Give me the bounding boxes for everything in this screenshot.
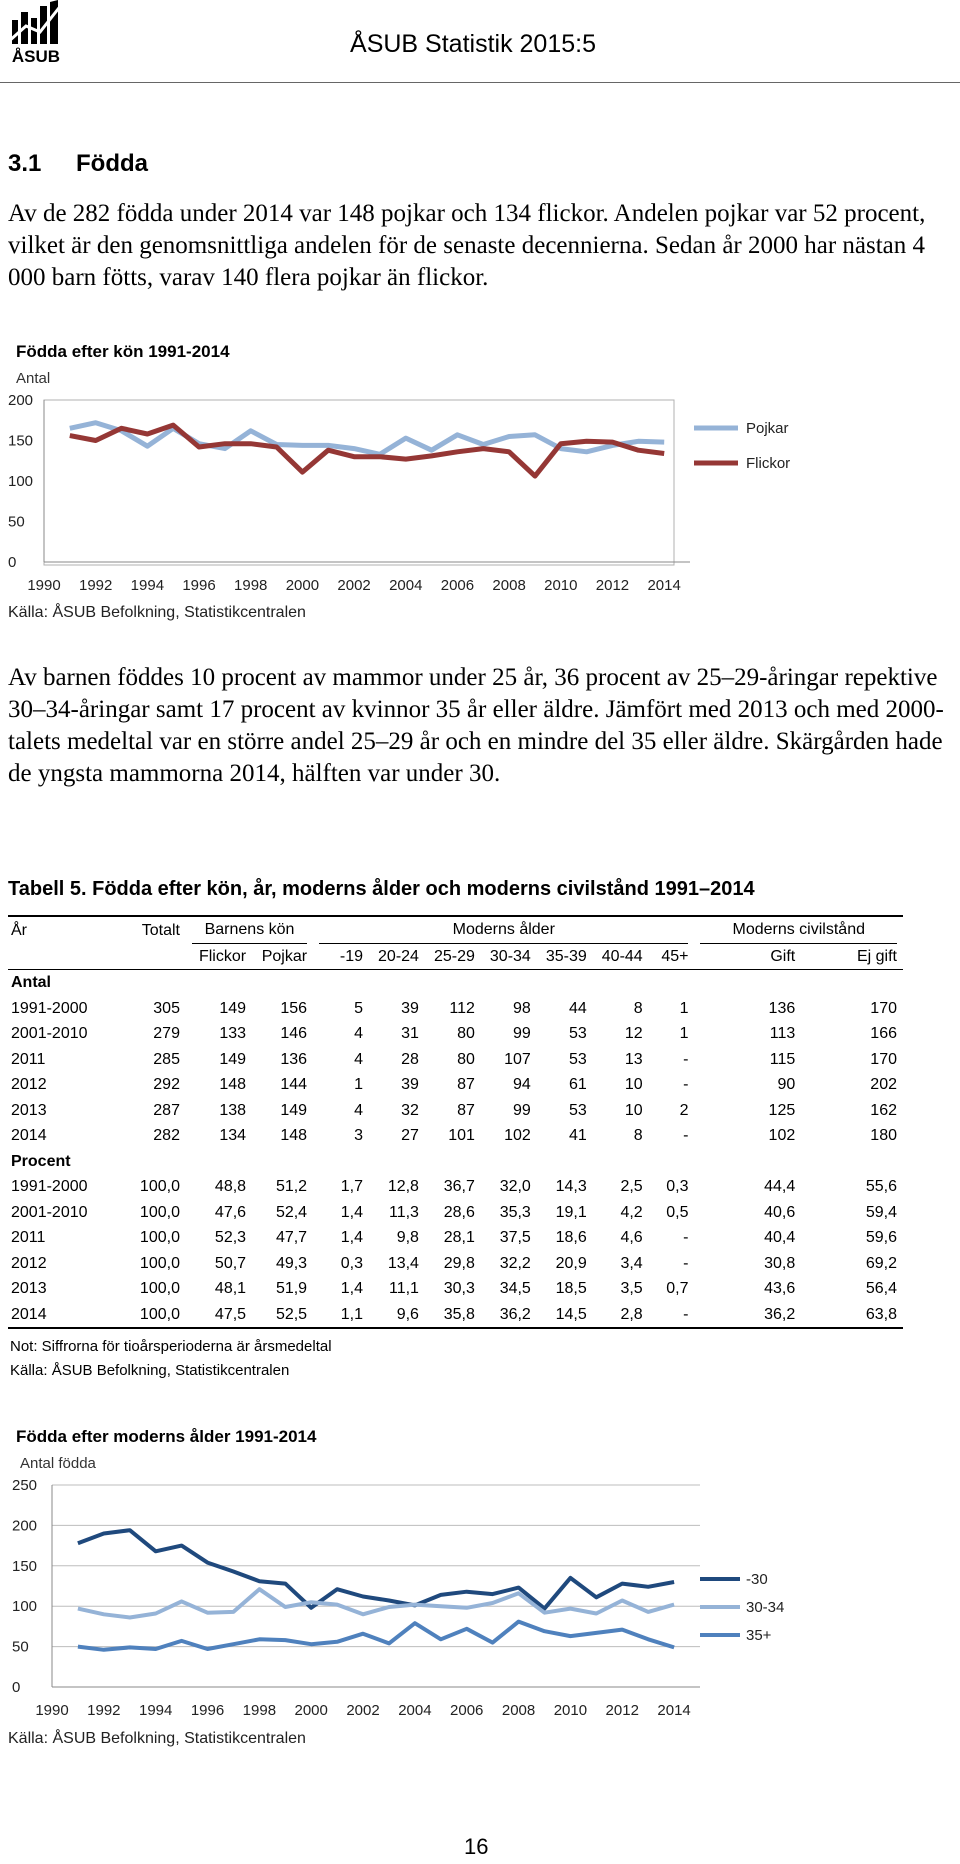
x-tick-label: 2004 bbox=[389, 577, 423, 594]
table-cell: 292 bbox=[153, 1076, 180, 1093]
table-cell: 32 bbox=[401, 1101, 419, 1119]
table-cell: 14,3 bbox=[555, 1178, 587, 1195]
chart2-source: Källa: ÅSUB Befolkning, Statistikcentralen bbox=[8, 1730, 306, 1747]
table-cell: 144 bbox=[280, 1076, 308, 1093]
row-label: 2011 bbox=[11, 1050, 46, 1068]
table-cell: 133 bbox=[219, 1025, 247, 1042]
subheader-cell: Flickor bbox=[186, 944, 252, 970]
table-cell: 146 bbox=[280, 1025, 308, 1042]
table-subheader-row bbox=[8, 944, 903, 970]
table-cell: - bbox=[649, 1302, 695, 1329]
table-cell: 100,0 bbox=[139, 1254, 180, 1272]
table-row bbox=[8, 1098, 903, 1124]
table-row bbox=[8, 1251, 903, 1277]
table-cell: 100,0 bbox=[139, 1203, 180, 1221]
table-cell: 44,4 bbox=[764, 1178, 796, 1195]
table-cell: 80 bbox=[457, 1025, 475, 1042]
table-cell: 1 bbox=[354, 1076, 364, 1093]
table-cell: 44 bbox=[568, 999, 587, 1017]
x-tick-label: 1992 bbox=[87, 1702, 121, 1719]
table-cell: 115 bbox=[769, 1050, 796, 1068]
table-cell: 19,1 bbox=[555, 1203, 587, 1221]
table-cell: 94 bbox=[513, 1076, 531, 1093]
table-cell: 5 bbox=[354, 999, 364, 1017]
table-row bbox=[8, 1302, 903, 1329]
table-cell: 100,0 bbox=[139, 1280, 180, 1297]
x-tick-label: 2012 bbox=[605, 1702, 639, 1719]
table-cell: 3,5 bbox=[620, 1280, 643, 1297]
row-label: 2013 bbox=[11, 1101, 47, 1119]
header-divider bbox=[0, 82, 960, 83]
x-tick-label: 2014 bbox=[647, 577, 681, 594]
x-tick-label: 1992 bbox=[78, 577, 113, 594]
subheader-cell: 25-29 bbox=[425, 944, 481, 970]
table-cell: 50,7 bbox=[214, 1254, 247, 1272]
table-cell: 29,8 bbox=[443, 1254, 475, 1272]
page-number: 16 bbox=[464, 1834, 489, 1859]
table-cell: 36,2 bbox=[694, 1302, 801, 1329]
table-cell: 10 bbox=[624, 1076, 643, 1093]
x-tick-label: 2010 bbox=[544, 577, 578, 594]
x-tick-label: 2002 bbox=[337, 577, 371, 594]
table-cell: 30,3 bbox=[443, 1280, 475, 1297]
table-cell: - bbox=[683, 1229, 689, 1246]
legend-label: 30-34 bbox=[746, 1599, 785, 1616]
table-cell: 0,3 bbox=[340, 1254, 364, 1272]
table-cell: 0,7 bbox=[666, 1280, 689, 1297]
table-cell: 4 bbox=[354, 1101, 364, 1119]
table-cell: 9,8 bbox=[396, 1229, 419, 1246]
x-tick-label: 1994 bbox=[130, 577, 165, 594]
table-cell: 11,1 bbox=[389, 1280, 419, 1297]
table-cell: 30,8 bbox=[764, 1254, 796, 1272]
series-line-30-34 bbox=[78, 1589, 674, 1617]
chart1-legend bbox=[690, 412, 940, 492]
y-tick-label: 50 bbox=[12, 1638, 29, 1656]
table-note: Not: Siffrorna för tioårsperioderna är årsmedeltal bbox=[10, 1338, 332, 1355]
chart2-ylabel: Antal födda bbox=[20, 1455, 96, 1472]
table-cell: 0,3 bbox=[666, 1178, 689, 1195]
chart-frame bbox=[44, 400, 674, 565]
x-tick-label: 2014 bbox=[657, 1702, 691, 1719]
table-cell: 40,4 bbox=[764, 1229, 796, 1246]
chart1-source: Källa: ÅSUB Befolkning, Statistikcentralen bbox=[8, 604, 306, 621]
table-row bbox=[8, 1200, 903, 1226]
x-tick-label: 1998 bbox=[242, 1702, 277, 1719]
chart1-ylabel: Antal bbox=[16, 370, 51, 387]
table-cell: 102 bbox=[768, 1127, 796, 1144]
table-cell: 27 bbox=[401, 1127, 419, 1144]
x-tick-label: 1990 bbox=[27, 577, 61, 594]
table-row bbox=[8, 1174, 903, 1200]
table-cell: 2,5 bbox=[620, 1178, 643, 1195]
table-cell: 125 bbox=[768, 1101, 796, 1119]
header-title: ÅSUB Statistik 2015:5 bbox=[350, 30, 596, 58]
mothers-age-paragraph: Av barnen föddes 10 procent av mammor under 25 år, 36 procent av 25–29-åringar repektive 30–34-åringar samt 17 procent av kvinnor 35 år eller äldre. Jämfört med 2013 och med 2000-talets medeltal var en större andel 25–29 år och en mindre del 35 eller äldre. Skärgården hade de yngsta mammorna 2014, hälften var under 30. bbox=[8, 664, 944, 787]
y-tick-label: 100 bbox=[8, 473, 34, 490]
table-cell: 14,5 bbox=[537, 1302, 593, 1329]
table-cell: 18,6 bbox=[555, 1229, 587, 1246]
section-title: Födda bbox=[76, 150, 148, 177]
table-cell: 31 bbox=[401, 1025, 419, 1042]
y-tick-label: 0 bbox=[12, 1679, 21, 1696]
table-cell: 1,4 bbox=[340, 1280, 364, 1297]
table-cell: - bbox=[683, 1127, 689, 1144]
series-line-35+ bbox=[78, 1622, 674, 1650]
table-cell: 56,4 bbox=[865, 1280, 897, 1297]
table-cell: 100,0 bbox=[139, 1178, 180, 1195]
row-label: 1991-2000 bbox=[11, 999, 88, 1017]
table-cell: 59,4 bbox=[865, 1203, 897, 1221]
table-cell: 1 bbox=[679, 1025, 689, 1042]
y-tick-label: 100 bbox=[12, 1598, 38, 1616]
table-cell: 35,8 bbox=[425, 1302, 481, 1329]
table-cell: 149 bbox=[219, 999, 247, 1017]
subheader-cell: 30-34 bbox=[481, 944, 537, 970]
table-cell: 52,4 bbox=[275, 1203, 308, 1221]
table-row bbox=[8, 1021, 903, 1047]
table-cell: 166 bbox=[870, 1025, 897, 1042]
table-cell: 43,6 bbox=[764, 1280, 796, 1297]
x-tick-label: 1996 bbox=[190, 1702, 225, 1719]
table-cell: 100,0 bbox=[105, 1302, 186, 1329]
table-cell: 149 bbox=[280, 1101, 308, 1119]
x-tick-label: 2000 bbox=[294, 1702, 328, 1719]
table-cell: 305 bbox=[153, 999, 180, 1017]
row-label: 2012 bbox=[11, 1076, 47, 1093]
table-cell: 138 bbox=[219, 1101, 247, 1119]
chart2-births-by-mother-age bbox=[0, 1475, 860, 1725]
table-caption: Tabell 5. Födda efter kön, år, moderns ålder och moderns civilstånd 1991–2014 bbox=[8, 878, 755, 900]
table-cell: 61 bbox=[568, 1076, 587, 1093]
table-cell: 53 bbox=[568, 1101, 587, 1119]
table-group-label: Procent bbox=[11, 1152, 71, 1170]
table-cell: 10 bbox=[624, 1101, 643, 1119]
row-label: 2014 bbox=[11, 1127, 47, 1144]
table-cell: 4,6 bbox=[620, 1229, 643, 1246]
table-cell: 99 bbox=[513, 1025, 531, 1042]
table-cell: 149 bbox=[219, 1050, 247, 1068]
table-cell: 36,2 bbox=[481, 1302, 537, 1329]
table-cell: 162 bbox=[870, 1101, 897, 1119]
table-cell: 2 bbox=[679, 1101, 689, 1119]
table-cell: 102 bbox=[504, 1127, 531, 1144]
table-cell: 51,9 bbox=[275, 1280, 308, 1297]
table-cell: 3,4 bbox=[620, 1254, 643, 1272]
table-cell: - bbox=[683, 1076, 689, 1093]
row-label: 2011 bbox=[11, 1229, 46, 1246]
table-cell: 55,6 bbox=[865, 1178, 897, 1195]
table-cell: 4,2 bbox=[620, 1203, 643, 1221]
table-cell: 48,8 bbox=[214, 1178, 247, 1195]
section-number: 3.1 bbox=[8, 150, 42, 177]
x-tick-label: 1994 bbox=[138, 1702, 173, 1719]
table-cell: 53 bbox=[568, 1025, 587, 1042]
row-label: 2014 bbox=[8, 1302, 105, 1329]
table-row bbox=[8, 1225, 903, 1251]
table-cell: 49,3 bbox=[275, 1254, 308, 1272]
table-source: Källa: ÅSUB Befolkning, Statistikcentralen bbox=[10, 1362, 290, 1379]
header-sex: Barnens kön bbox=[192, 917, 307, 944]
table-cell: 1,7 bbox=[340, 1178, 364, 1195]
table-cell: 69,2 bbox=[865, 1254, 897, 1272]
x-tick-label: 2004 bbox=[398, 1702, 432, 1719]
table-cell: 52,5 bbox=[252, 1302, 313, 1329]
table-cell: 47,7 bbox=[275, 1229, 308, 1246]
legend-label: -30 bbox=[746, 1571, 768, 1588]
subheader-cell: Ej gift bbox=[801, 944, 903, 970]
table-cell: 136 bbox=[280, 1050, 308, 1068]
table-cell: 28 bbox=[401, 1050, 419, 1068]
table-cell: 48,1 bbox=[214, 1280, 247, 1297]
header-year: År bbox=[8, 916, 105, 944]
table-cell: 28,1 bbox=[443, 1229, 475, 1246]
header-civil-status: Moderns civilstånd bbox=[700, 917, 897, 944]
table-cell: 59,6 bbox=[865, 1229, 897, 1246]
table-cell: 1,1 bbox=[313, 1302, 369, 1329]
table-cell: 202 bbox=[870, 1076, 897, 1093]
table-cell: 18,5 bbox=[555, 1280, 587, 1297]
table-cell: 2,8 bbox=[593, 1302, 649, 1329]
table-cell: 3 bbox=[354, 1127, 364, 1144]
x-tick-label: 1990 bbox=[35, 1702, 69, 1719]
subheader-cell: 20-24 bbox=[369, 944, 425, 970]
table-cell: 80 bbox=[457, 1050, 475, 1068]
subheader-cell: Pojkar bbox=[252, 944, 313, 970]
row-label: 2001-2010 bbox=[11, 1203, 88, 1221]
table-cell: 100,0 bbox=[139, 1229, 180, 1246]
row-label: 2013 bbox=[11, 1280, 47, 1297]
subheader-cell: -19 bbox=[313, 944, 369, 970]
table-cell: 113 bbox=[769, 1025, 796, 1042]
legend-label: Flickor bbox=[746, 455, 791, 472]
table-cell: 136 bbox=[768, 999, 796, 1017]
table-cell: 51,2 bbox=[275, 1178, 308, 1195]
table-cell: 87 bbox=[457, 1076, 475, 1093]
table-cell: 37,5 bbox=[499, 1229, 531, 1246]
table-cell: 1 bbox=[679, 999, 689, 1017]
table-cell: 107 bbox=[504, 1050, 531, 1068]
subheader-cell: 35-39 bbox=[537, 944, 593, 970]
chart1-births-by-sex bbox=[0, 385, 700, 595]
table-cell: 1,4 bbox=[340, 1203, 364, 1221]
table-group-label: Antal bbox=[11, 974, 51, 991]
table-cell: 148 bbox=[219, 1076, 247, 1093]
table-cell: 12 bbox=[624, 1025, 643, 1042]
table-cell: 63,8 bbox=[801, 1302, 903, 1329]
x-tick-label: 2000 bbox=[285, 577, 320, 594]
logo-text: ÅSUB bbox=[11, 47, 61, 64]
legend-label: 35+ bbox=[746, 1627, 772, 1644]
table-cell: 47,5 bbox=[186, 1302, 252, 1329]
x-tick-label: 2006 bbox=[440, 577, 475, 594]
series-line--30 bbox=[78, 1530, 674, 1608]
table-cell: 98 bbox=[513, 999, 531, 1017]
table-cell: 1,4 bbox=[340, 1229, 364, 1246]
asub-logo bbox=[6, 0, 66, 64]
table-cell: 156 bbox=[280, 999, 308, 1017]
table-cell: 8 bbox=[633, 999, 643, 1017]
table-cell: 279 bbox=[153, 1025, 180, 1042]
y-tick-label: 200 bbox=[12, 1517, 38, 1535]
table-cell: 39 bbox=[401, 999, 419, 1017]
table-cell: 180 bbox=[870, 1127, 897, 1144]
table-cell: 40,6 bbox=[764, 1203, 796, 1221]
row-label: 2001-2010 bbox=[11, 1025, 88, 1042]
table-cell: 9,6 bbox=[369, 1302, 425, 1329]
table-cell: 39 bbox=[401, 1076, 419, 1093]
legend-label: Pojkar bbox=[746, 420, 789, 437]
table-cell: 13,4 bbox=[387, 1254, 419, 1272]
table-cell: 32,0 bbox=[499, 1178, 531, 1195]
y-tick-label: 50 bbox=[8, 513, 25, 531]
x-tick-label: 2010 bbox=[553, 1702, 588, 1719]
intro-paragraph: Av de 282 födda under 2014 var 148 pojkar och 134 flickor. Andelen pojkar var 52 procent, vilket är den genomsnittliga andelen för de senaste decennierna. Sedan år 2000 har nästan 4 000 barn fötts, varav 140 flera pojkar än flickor. bbox=[8, 200, 926, 291]
table-cell: 12,8 bbox=[387, 1178, 419, 1195]
table-cell: 87 bbox=[457, 1101, 475, 1119]
row-label: 1991-2000 bbox=[11, 1178, 88, 1195]
header-total: Totalt bbox=[105, 916, 186, 944]
table-cell: 4 bbox=[354, 1025, 364, 1042]
table-cell: 47,6 bbox=[214, 1203, 247, 1221]
chart1-title: Födda efter kön 1991-2014 bbox=[16, 342, 230, 361]
table-cell: 0,5 bbox=[666, 1203, 689, 1221]
table-row bbox=[8, 996, 903, 1022]
table-cell: 101 bbox=[448, 1127, 475, 1144]
row-label: 2012 bbox=[11, 1254, 47, 1272]
y-tick-label: 0 bbox=[8, 554, 17, 571]
births-table bbox=[8, 915, 903, 1329]
table-cell: 41 bbox=[568, 1127, 587, 1144]
table-cell: 8 bbox=[633, 1127, 643, 1144]
table-cell: - bbox=[683, 1254, 689, 1272]
x-tick-label: 2008 bbox=[492, 577, 526, 594]
x-tick-label: 2006 bbox=[450, 1702, 484, 1719]
y-tick-label: 250 bbox=[12, 1477, 38, 1494]
table-cell: 287 bbox=[153, 1101, 180, 1119]
table-cell: 148 bbox=[280, 1127, 308, 1144]
table-cell: 282 bbox=[153, 1127, 180, 1144]
table-row bbox=[8, 1276, 903, 1302]
table-cell: 28,6 bbox=[443, 1203, 475, 1221]
table-cell: 285 bbox=[153, 1050, 180, 1068]
table-cell: 11,3 bbox=[389, 1203, 419, 1221]
table-cell: 36,7 bbox=[443, 1178, 475, 1195]
x-tick-label: 1996 bbox=[182, 577, 216, 594]
table-cell: 13 bbox=[624, 1050, 643, 1068]
table-cell: 170 bbox=[870, 1050, 897, 1068]
table-cell: 134 bbox=[219, 1127, 247, 1144]
chart2-title: Födda efter moderns ålder 1991-2014 bbox=[16, 1427, 317, 1446]
table-cell: 34,5 bbox=[499, 1280, 531, 1297]
table-cell: 170 bbox=[870, 999, 897, 1017]
table-cell: 99 bbox=[513, 1101, 531, 1119]
table-cell: 4 bbox=[354, 1050, 364, 1068]
x-tick-label: 2002 bbox=[346, 1702, 380, 1719]
subheader-cell: 45+ bbox=[649, 944, 695, 970]
table-cell: 90 bbox=[777, 1076, 796, 1093]
y-tick-label: 150 bbox=[12, 1557, 38, 1575]
table-cell: 53 bbox=[568, 1050, 587, 1068]
subheader-cell: 40-44 bbox=[593, 944, 649, 970]
y-tick-label: 200 bbox=[8, 392, 34, 409]
table-row bbox=[8, 1047, 903, 1073]
table-cell: 52,3 bbox=[214, 1229, 247, 1246]
subheader-cell: Gift bbox=[694, 944, 801, 970]
x-tick-label: 1998 bbox=[234, 577, 268, 594]
table-row bbox=[8, 1123, 903, 1149]
table-row bbox=[8, 1072, 903, 1098]
x-tick-label: 2012 bbox=[595, 577, 630, 594]
table-cell: 112 bbox=[449, 999, 475, 1017]
table-cell: 32,2 bbox=[499, 1254, 531, 1272]
x-tick-label: 2008 bbox=[501, 1702, 536, 1719]
header-mother-age: Moderns ålder bbox=[319, 917, 688, 944]
y-tick-label: 150 bbox=[8, 432, 34, 450]
table-cell: 35,3 bbox=[499, 1203, 531, 1221]
table-cell: 20,9 bbox=[555, 1254, 587, 1272]
table-cell: - bbox=[683, 1050, 689, 1068]
